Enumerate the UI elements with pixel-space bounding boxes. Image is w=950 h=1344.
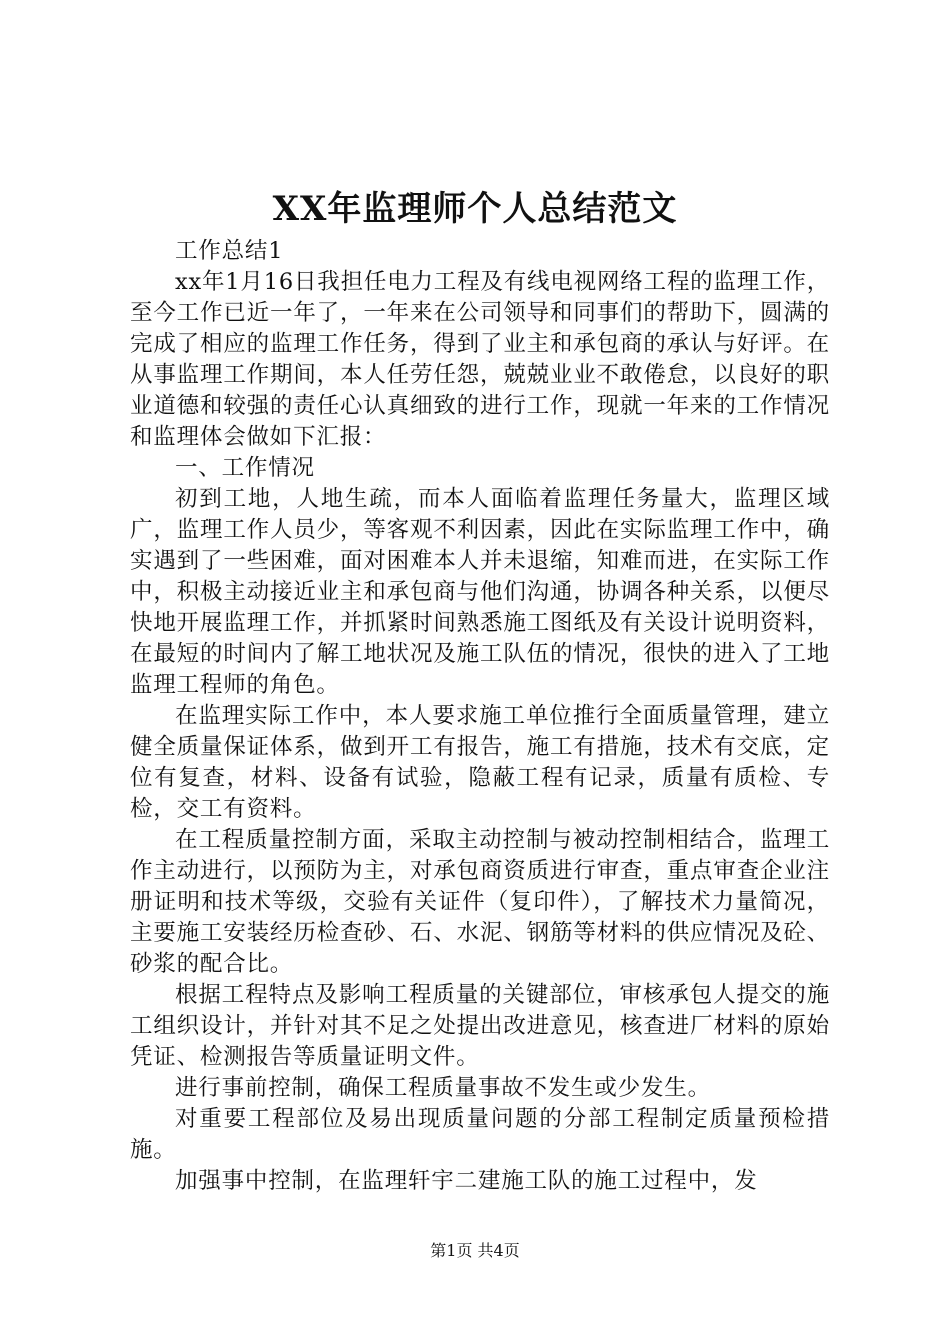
paragraph-heading-summary: 工作总结1 xyxy=(175,238,284,264)
paragraph: 加强事中控制，在监理轩宇二建施工队的施工过程中，发 xyxy=(175,1168,758,1194)
paragraph: 对重要工程部位及易出现质量问题的分部工程制定质量预检措施。 xyxy=(130,1106,830,1163)
page-number-footer: 第1页 共4页 xyxy=(430,1241,520,1260)
document-title: XX年监理师个人总结范文 xyxy=(272,189,678,229)
paragraph: 根据工程特点及影响工程质量的关键部位，审核承包人提交的施工组织设计，并针对其不足之处提出改进意见，核查进厂材料的原始凭证、检测报告等质量证明文件。 xyxy=(130,982,830,1070)
section-heading-work-status: 一、工作情况 xyxy=(175,455,315,481)
paragraph: 在工程质量控制方面，采取主动控制与被动控制相结合，监理工作主动进行，以预防为主，对承包商资质进行审查，重点审查企业注册证明和技术等级，交验有关证件（复印件），了解技术力量简况，主要施工安装经历检查砂、石、水泥、钢筋等材料的供应情况及砼、砂浆的配合比。 xyxy=(130,827,830,977)
paragraph-intro: xx年1月16日我担任电力工程及有线电视网络工程的监理工作，至今工作已近一年了，一年来在公司领导和同事们的帮助下，圆满的完成了相应的监理工作任务，得到了业主和承包商的承认与好评。在从事监理工作期间，本人任劳任怨，兢兢业业不敢倦怠，以良好的职业道德和较强的责任心认真细致的进行工作，现就一年来的工作情况和监理体会做如下汇报： xyxy=(130,269,830,450)
paragraph: 进行事前控制，确保工程质量事故不发生或少发生。 xyxy=(175,1075,711,1101)
paragraph: 初到工地，人地生疏，而本人面临着监理任务量大，监理区域广，监理工作人员少，等客观不利因素，因此在实际监理工作中，确实遇到了一些困难，面对困难本人并未退缩，知难而进，在实际工作中，积极主动接近业主和承包商与他们沟通，协调各种关系，以便尽快地开展监理工作，并抓紧时间熟悉施工图纸及有关设计说明资料，在最短的时间内了解工地状况及施工队伍的情况，很快的进入了工地监理工程师的角色。 xyxy=(130,486,830,698)
document-body xyxy=(130,236,830,1197)
paragraph: 在监理实际工作中，本人要求施工单位推行全面质量管理，建立健全质量保证体系，做到开工有报告，施工有措施，技术有交底，定位有复查，材料、设备有试验，隐蔽工程有记录，质量有质检、专检，交工有资料。 xyxy=(130,703,830,822)
